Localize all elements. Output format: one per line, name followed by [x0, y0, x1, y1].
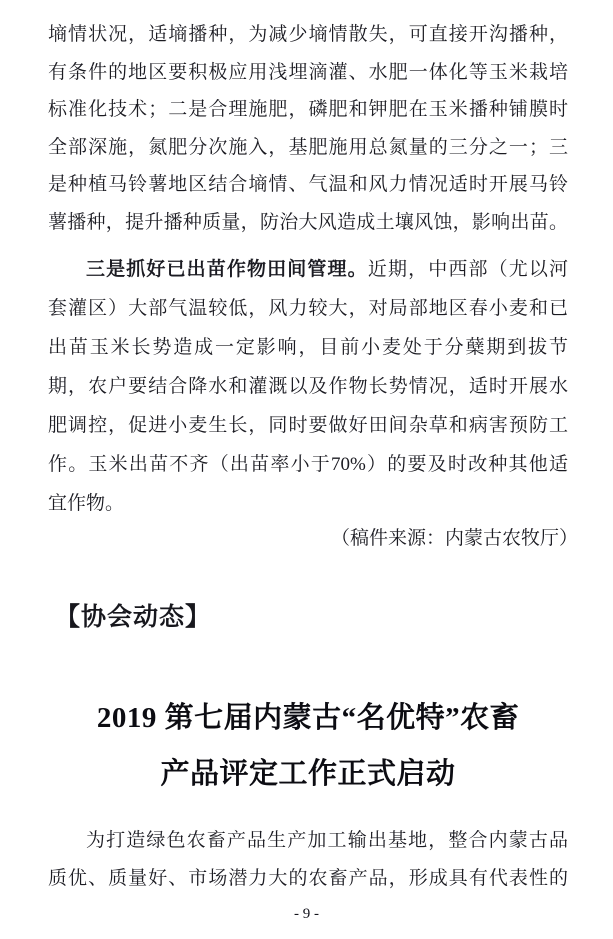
page-number: - 9 - — [294, 906, 319, 922]
section-header-association-news: 【协会动态】 — [55, 603, 212, 631]
paragraph-line: 为打造绿色农畜产品生产加工输出基地，整合内蒙古品 — [86, 830, 568, 851]
paragraph-line: 期，农户要结合降水和灌溉以及作物长势情况，适时开展水 — [48, 376, 568, 397]
paragraph-line: 作。玉米出苗不齐（出苗率小于70%）的要及时改种其他适 — [48, 454, 568, 475]
paragraph-line: 墒情状况，适墒播种，为减少墒情散失，可直接开沟播种， — [48, 24, 568, 45]
article-title-line2: 产品评定工作正式启动 — [160, 758, 456, 790]
paragraph-corn-planting — [48, 16, 568, 241]
source-attribution: （稿件来源：内蒙古农牧厅） — [330, 528, 578, 549]
article-title — [48, 690, 568, 802]
paragraph-line: 宜作物。 — [48, 493, 125, 514]
paragraph-article-intro — [48, 822, 568, 898]
paragraph-line: 套灌区）大部气温较低，风力较大，对局部地区春小麦和已 — [48, 298, 568, 319]
paragraph-line: 有条件的地区要积极应用浅埋滴灌、水肥一体化等玉米栽培 — [48, 61, 568, 83]
article-title-line1: 2019 第七届内蒙古“名优特”农畜 — [96, 702, 520, 734]
paragraph-line: 全部深施，氮肥分次施入，基肥施用总氮量的三分之一；三 — [48, 136, 568, 158]
paragraph-line: 薯播种，提升播种质量，防治大风造成土壤风蚀，影响出苗。 — [48, 211, 568, 233]
paragraph-line — [48, 250, 568, 289]
paragraph-line: 是种植马铃薯地区结合墒情、气温和风力情况适时开展马铃 — [48, 174, 568, 195]
paragraph-line: 质优、质量好、市场潜力大的农畜产品，形成具有代表性的 — [48, 868, 568, 889]
paragraph-line-text: 近期，中西部（尤以河 — [367, 259, 568, 280]
bold-lead-text: 三是抓好已出苗作物田间管理。 — [86, 259, 368, 280]
paragraph-line: 出苗玉米长势造成一定影响，目前小麦处于分蘖期到拔节 — [48, 337, 568, 358]
paragraph-line: 标准化技术；二是合理施肥，磷肥和钾肥在玉米播种铺膜时 — [48, 99, 568, 120]
paragraph-line: 肥调控，促进小麦生长，同时要做好田间杂草和病害预防工 — [48, 415, 568, 436]
paragraph-field-management — [48, 250, 568, 523]
